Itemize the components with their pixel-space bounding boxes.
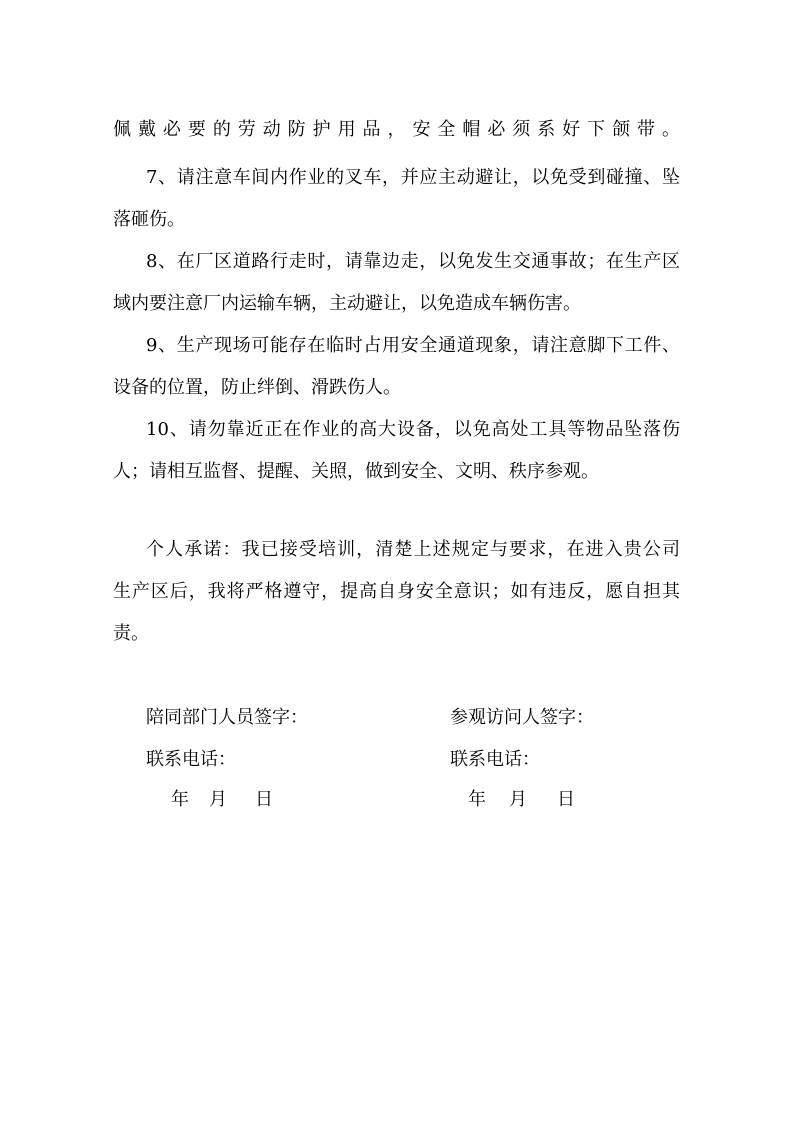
escort-date-month: 月 (209, 789, 227, 810)
visitor-date-month: 月 (509, 789, 527, 810)
rule-7-line-2: 落砸伤。 (113, 209, 185, 230)
rule-7-line-1: 7、请注意车间内作业的叉车，并应主动避让，以免受到碰撞、坠 (146, 167, 680, 188)
commitment-line-1: 个人承诺：我已接受培训，清楚上述规定与要求，在进入贵公司 (146, 539, 680, 560)
escort-date-year: 年 (171, 789, 189, 810)
visitor-date-year: 年 (468, 789, 486, 810)
visitor-phone-label: 联系电话： (450, 749, 540, 770)
rule-8-line-2: 域内要注意厂内运输车辆，主动避让，以免造成车辆伤害。 (113, 293, 581, 314)
rule-10-line-1: 10、请勿靠近正在作业的高大设备，以免高处工具等物品坠落伤 (146, 419, 680, 440)
commitment-line-2: 生产区后，我将严格遵守，提高自身安全意识；如有违反，愿自担其 (113, 581, 680, 602)
visitor-date-day: 日 (557, 789, 575, 810)
escort-phone-label: 联系电话： (146, 749, 236, 770)
rule-10-line-2: 人；请相互监督、提醒、关照，做到安全、文明、秩序参观。 (113, 461, 599, 482)
escort-date-day: 日 (255, 789, 273, 810)
rule-8-line-1: 8、在厂区道路行走时，请靠边走，以免发生交通事故；在生产区 (146, 251, 680, 272)
escort-signature-label: 陪同部门人员签字： (146, 707, 308, 728)
commitment-line-3: 责。 (113, 623, 149, 644)
rule-9-line-2: 设备的位置，防止绊倒、滑跌伤人。 (113, 377, 401, 398)
rule-9-line-1: 9、生产现场可能存在临时占用安全通道现象，请注意脚下工件、 (146, 335, 680, 356)
rule-6-tail: 佩戴必要的劳动防护用品，安全帽必须系好下颌带。 (113, 119, 680, 140)
visitor-signature-label: 参观访问人签字： (450, 707, 594, 728)
